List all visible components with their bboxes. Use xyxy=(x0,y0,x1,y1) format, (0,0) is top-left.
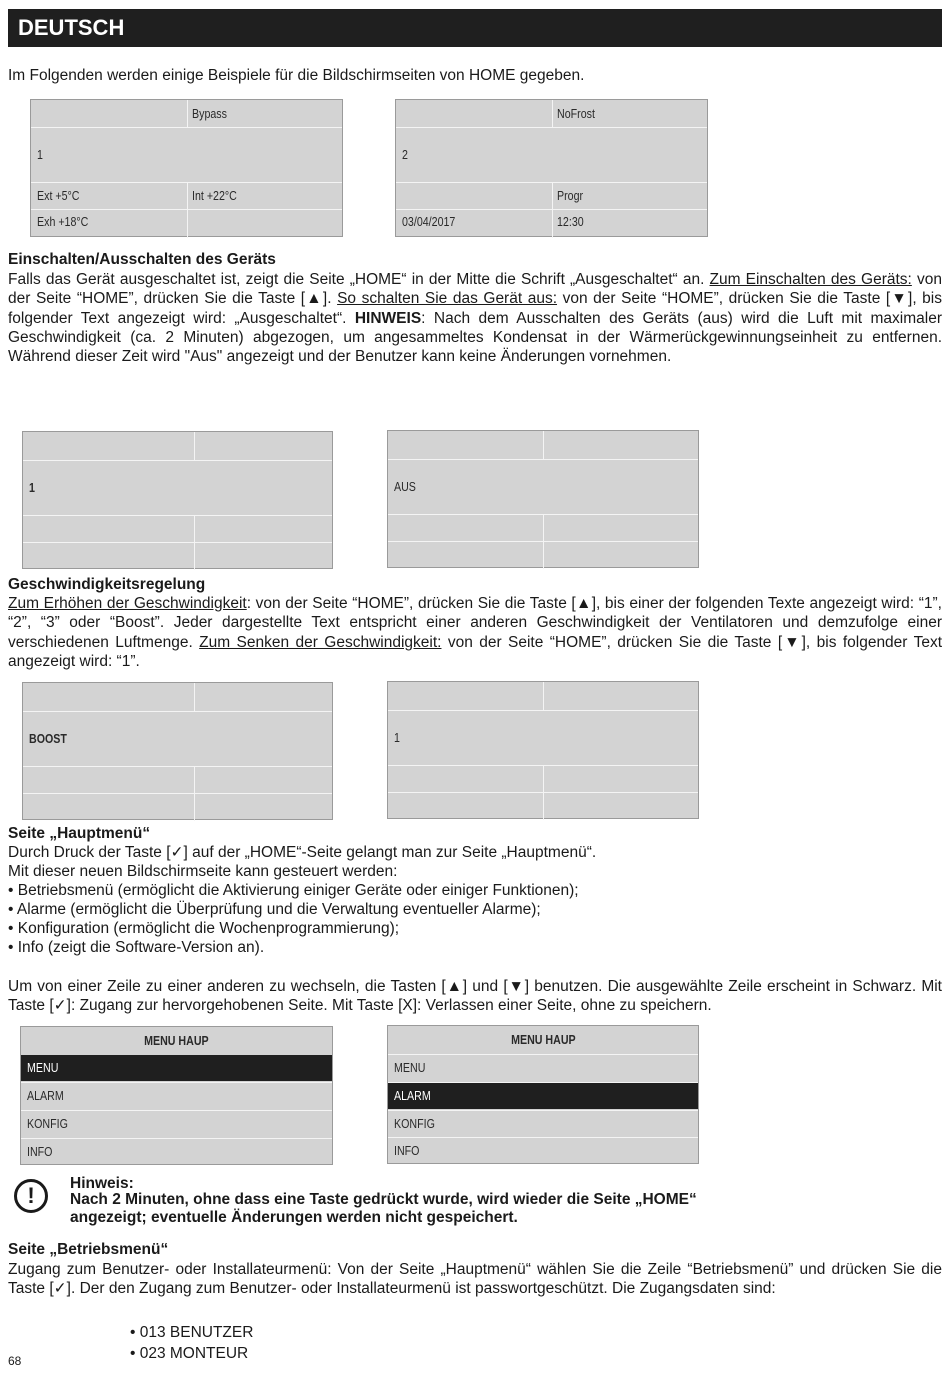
intro-text: Im Folgenden werden einige Beispiele für die Bildschirmseiten von HOME gegeben. xyxy=(8,67,585,84)
mainmenu-bullet: • Info (zeigt die Software-Version an). xyxy=(8,939,265,956)
access-code-installer: • 023 MONTEUR xyxy=(130,1345,249,1362)
progr-label: Progr xyxy=(557,188,584,203)
time-value: 12:30 xyxy=(557,214,584,229)
access-code-user: • 013 BENUTZER xyxy=(130,1324,254,1341)
mainmenu-bullet: • Betriebsmenü (ermöglicht die Aktivierung einiger Geräte oder einiger Funktionen); xyxy=(8,882,579,899)
section-mainmenu-title: Seite „Hauptmenü“ xyxy=(8,825,151,842)
mainmenu-bullet: • Konfiguration (ermöglicht die Wochenprogrammierung); xyxy=(8,920,400,937)
menu-screen-title: MENU HAUP xyxy=(510,1032,576,1047)
nofrost-label: NoFrost xyxy=(557,106,595,121)
menu-row-konfig: KONFIG xyxy=(394,1116,435,1131)
speed-screen-example-2 xyxy=(387,681,699,819)
mainmenu-nav-text: Um von einer Zeile zu einer anderen zu wechseln, die Tasten [▲] und [▼] benutzen. Die ausgewählte Zeile erscheint in Schwarz. Mit Taste [✓]: Zugang zur hervorgehobenen Seite. Mit Taste [X]: Verlassen einer Seite, ohne zu speichern. xyxy=(8,978,942,1015)
main-menu-screen-1 xyxy=(20,1026,333,1165)
menu-row-konfig: KONFIG xyxy=(27,1116,68,1131)
ext-temp: Ext +5°C xyxy=(37,188,80,203)
date-value: 03/04/2017 xyxy=(402,214,456,229)
section-operation-title: Seite „Betriebsmenü“ xyxy=(8,1241,169,1258)
power-value: 1 xyxy=(29,480,35,495)
speed-value: 2 xyxy=(402,147,408,162)
home-screen-example-1 xyxy=(30,99,343,237)
speed-screen-example-1 xyxy=(22,682,333,820)
power-screen-example-1 xyxy=(22,431,333,569)
power-value: AUS xyxy=(394,479,416,494)
section-speed-title: Geschwindigkeitsregelung xyxy=(8,576,206,593)
menu-row-info: INFO xyxy=(27,1144,53,1159)
exclamation-icon: ! xyxy=(14,1179,48,1213)
int-temp: Int +22°C xyxy=(192,188,237,203)
page-number: 68 xyxy=(8,1354,22,1368)
mainmenu-line-2: Mit dieser neuen Bildschirmseite kann gesteuert werden: xyxy=(8,863,398,880)
menu-row-menu: MENU xyxy=(21,1055,332,1081)
speed-value: 1 xyxy=(37,147,43,162)
home-screen-example-2 xyxy=(395,99,708,237)
speed-value: BOOST xyxy=(29,731,67,746)
note-label: Hinweis: xyxy=(70,1175,134,1192)
mainmenu-line-1: Durch Druck der Taste [✓] auf der „HOME“-Seite gelangt man zur Seite „Hauptmenü“. xyxy=(8,844,597,861)
section-power-text: Falls das Gerät ausgeschaltet ist, zeigt die Seite „HOME“ in der Mitte die Schrift „Ausgeschaltet“ an. Zum Einschalten des Geräts: von der Seite “HOME”, drücken Sie die Taste [▲]. So schalten Sie das Gerät aus: von der Seite “HOME”, drücken Sie die Taste [▼], bis folgender Text angezeigt wird: „Ausgeschaltet“. HINWEIS: Nach dem Ausschalten des Geräts (aus) wird die Luft mit maximaler Geschwindigkeit (ca. 2 Minuten) abgezogen, um angesammeltes Kondensat in der Wärmerückgewinnungseinheit zu entfernen. Während dieser Zeit wird "Aus" angezeigt und der Benutzer kann keine Änderungen vornehmen. xyxy=(8,271,942,366)
mainmenu-bullet: • Alarme (ermöglicht die Überprüfung und die Verwaltung eventueller Alarme); xyxy=(8,901,541,918)
speed-value: 1 xyxy=(394,730,400,745)
note-line-1: Nach 2 Minuten, ohne dass eine Taste gedrückt wurde, wird wieder die Seite „HOME“ xyxy=(70,1191,697,1208)
menu-row-alarm: ALARM xyxy=(388,1083,698,1109)
menu-row-info: INFO xyxy=(394,1143,420,1158)
section-power-title: Einschalten/Ausschalten des Geräts xyxy=(8,251,276,268)
section-speed-text: Zum Erhöhen der Geschwindigkeit: von der Seite “HOME”, drücken Sie die Taste [▲], bis einer der folgenden Texte angezeigt wird: “1”, “2”, “3” oder “Boost”. Jeder dargestellte Text entspricht einer anderen Geschwindigkeit der Ventilatoren und demzufolge einer verschiedenen Luftmenge. Zum Senken der Geschwindigkeit: von der Seite “HOME”, drücken Sie die Taste [▼], bis folgender Text angezeigt wird: “1”. xyxy=(8,595,943,670)
language-header: DEUTSCH xyxy=(8,9,942,47)
menu-row-menu: MENU xyxy=(394,1060,426,1075)
section-operation-text: Zugang zum Benutzer- oder Installateurmenü: Von der Seite „Hauptmenü“ wählen Sie die Zeile “Betriebsmenü” und drücken Sie die Taste [✓]. Der den Zugang zum Benutzer- oder Installateurmenü ist passwortgeschützt. Die Zugangsdaten sind: xyxy=(8,1261,942,1298)
exh-temp: Exh +18°C xyxy=(37,214,89,229)
main-menu-screen-2 xyxy=(387,1025,699,1164)
menu-row-alarm: ALARM xyxy=(27,1088,64,1103)
power-screen-example-2 xyxy=(387,430,699,568)
note-line-2: angezeigt; eventuelle Änderungen werden nicht gespeichert. xyxy=(70,1209,518,1226)
bypass-label: Bypass xyxy=(192,106,227,121)
menu-screen-title: MENU HAUP xyxy=(144,1033,209,1048)
